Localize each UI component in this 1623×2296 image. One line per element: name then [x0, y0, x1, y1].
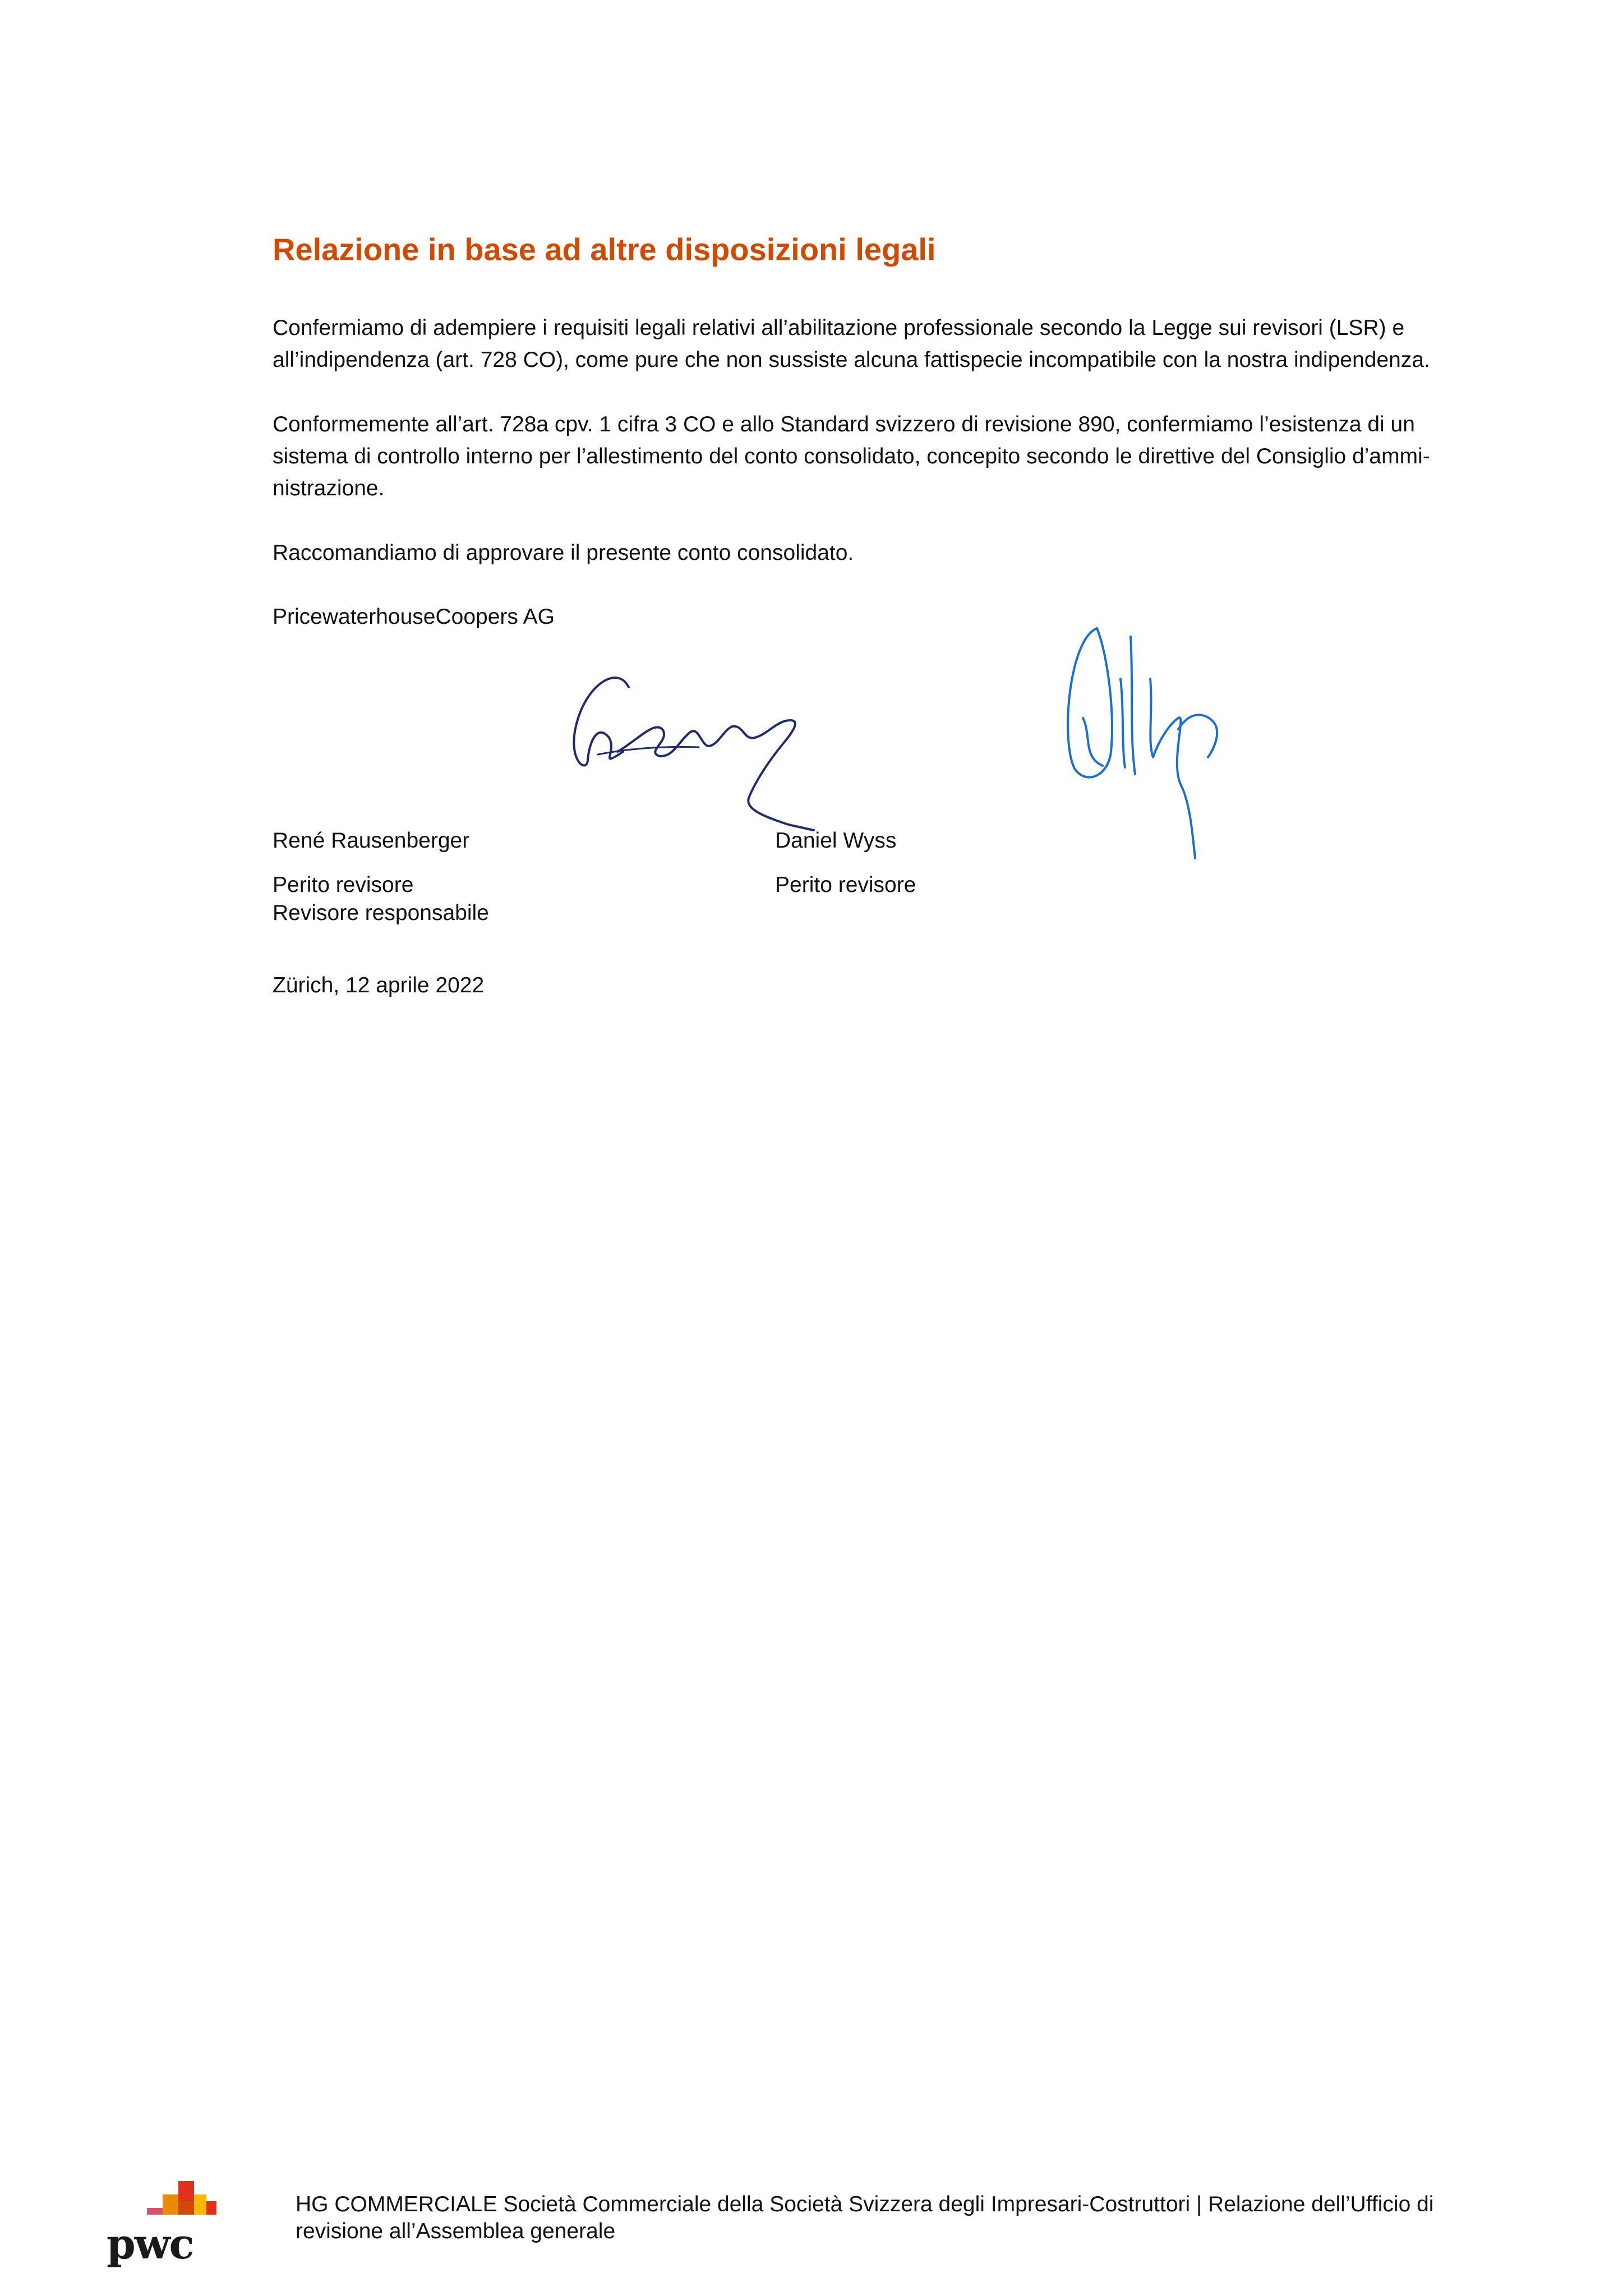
pwc-logo: [107, 2181, 224, 2271]
section-heading: Relazione in base ad altre disposizioni legali: [273, 232, 936, 267]
paragraph-line: nistrazione.: [273, 476, 385, 500]
paragraph-qualification: [273, 312, 1523, 376]
signature-wyss: [1058, 617, 1260, 864]
signer-name: Daniel Wyss: [775, 829, 897, 853]
signer-name: René Rausenberger: [273, 829, 470, 853]
footer-text: [296, 2191, 1563, 2245]
signer-role: Perito revisore: [273, 873, 414, 897]
place-date: Zürich, 12 aprile 2022: [273, 973, 485, 997]
paragraph-line: sistema di controllo interno per l’allestimento del conto consolidato, concepito secondo le direttive del Consiglio d’ammi-: [273, 444, 1430, 468]
signature-rausenberger: [564, 662, 822, 841]
logo-wordmark: pwc: [107, 2220, 193, 2269]
footer-line: HG COMMERCIALE Società Commerciale della Società Svizzera degli Impresari-Costruttori | Relazione dell’Ufficio di: [296, 2192, 1434, 2216]
signer-role: Revisore responsabile: [273, 901, 489, 925]
signer-role: Perito revisore: [775, 873, 916, 897]
paragraph-line: Confermiamo di adempiere i requisiti legali relativi all’abilitazione professionale secondo la Legge sui revisori (LSR) e: [273, 316, 1405, 340]
footer-line: revisione all’Assemblea generale: [296, 2219, 616, 2243]
audit-firm-name: PricewaterhouseCoopers AG: [273, 605, 555, 629]
paragraph-recommendation: Raccomandiamo di approvare il presente conto consolidato.: [273, 541, 854, 565]
paragraph-line: Conformemente all’art. 728a cpv. 1 cifra 3 CO e allo Standard svizzero di revisione 890, confermiamo l’esistenza di un: [273, 412, 1415, 436]
paragraph-line: all’indipendenza (art. 728 CO), come pure che non sussiste alcuna fattispecie incompatibile con la nostra indipendenza.: [273, 348, 1430, 372]
paragraph-internal-control: [273, 408, 1523, 504]
